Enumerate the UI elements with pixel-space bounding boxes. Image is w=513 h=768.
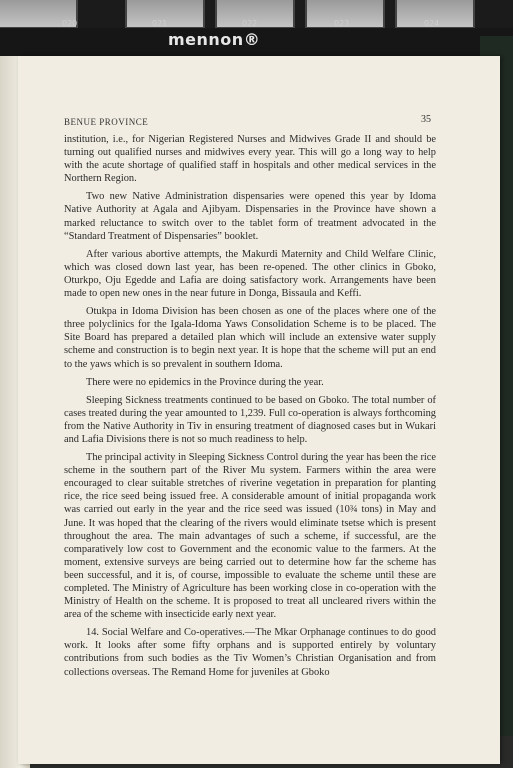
film-frame-label: 020 — [62, 19, 78, 28]
brand-logo: mennon® — [168, 30, 261, 49]
paragraph: After various abortive attempts, the Makurdi Maternity and Child Welfare Clinic, which was closed down last year, has been re-opened. The other clinics in Gboko, Oturkpo, Oju Egedde and Lafia are doing satisfactory work. Arrangements have been made to open new ones in the near future in Donga, Bissaula and Keffi. — [64, 248, 436, 300]
page-number: 35 — [421, 114, 431, 125]
film-frame-label: 021 — [152, 19, 168, 28]
paragraph: Otukpa in Idoma Division has been chosen as one of the places where one of the three polyclinics for the Igala-Idoma Yaws Consolidation Scheme is to be placed. The Site Board has prepared a detailed plan which will include an extensive water supply scheme and construction is to begin next year. It is hope that the scheme will put an end to the yaws which is so prevalent in southern Idoma. — [64, 306, 436, 370]
paragraph: institution, i.e., for Nigerian Registered Nurses and Midwives Grade II and should be turning out qualified nurses and midwives every year. This will go a long way to help with the acute shortage of qualified staff in hospitals and other medical services in the Northern Region. — [64, 134, 436, 185]
paragraph: There were no epidemics in the Province during the year. — [86, 376, 324, 388]
paragraph: Sleeping Sickness treatments continued to be based on Gboko. The total number of cases treated during the year amounted to 1,239. Full co-operation is always forthcoming from the Native Authority in Tiv in ensuring treatment of diagnosed cases but in Wukari and Lafia Divisions there is not so much readiness to help. — [64, 394, 436, 445]
film-frame-label: 024 — [424, 19, 440, 28]
running-header: BENUE PROVINCE — [64, 117, 149, 127]
film-frame-label: 022 — [242, 19, 258, 28]
film-frame-label: 023 — [334, 19, 350, 28]
paragraph: The principal activity in Sleeping Sickness Control during the year has been the rice scheme in the southern part of the River Mu system. Farmers within the area were encouraged to clear suitable stretches of riverine vegetation in preparation for planting rice, the rice seed being issued free. A considerable amount of initial propaganda work was carried out early in the year and the rice seed was issued (10¾ tons) in May and June. It was hoped that the clearing of the rivers would eliminate tsetse which is present throughout the area. The main advantages of such a scheme, if successful, are the comparatively low cost to Government and the economic value to the farmers. At the moment, extensive surveys are being carried out to determine how far the scheme has been successful, and it is, of course, impossible to evaluate the scheme until these are completed. The Ministry of Agriculture has been working close in co-operation with the Ministry of Health on the scheme. It is proposed to treat all uncleared rivers within the area of the scheme with insecticide early next year. — [64, 452, 437, 621]
body-text — [64, 133, 436, 684]
paragraph: 14. Social Welfare and Co-operatives.—The Mkar Orphanage continues to do good work. It looks after some fifty orphans and is supported entirely by voluntary contributions from such bodies as the Tiv Women’s Christian Organisation and from collections overseas. The Remand Home for juveniles at Gboko — [64, 627, 436, 678]
paragraph: Two new Native Administration dispensaries were opened this year by Idoma Native Authority at Agala and Ajibyam. Dispensaries in the Province have shown a marked reluctance to switch over to the tablet form of treatment advocated in the “Standard Treatment of Dispensaries” booklet. — [64, 191, 436, 242]
